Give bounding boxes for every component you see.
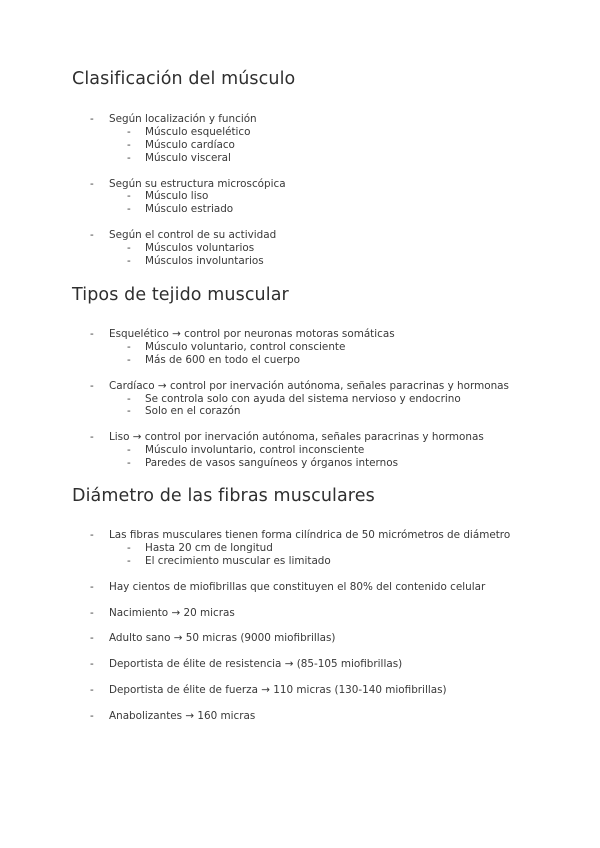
section-list xyxy=(0,328,600,470)
sub-list-item: - Músculo cardíaco xyxy=(127,138,235,151)
bullet-dash: - xyxy=(127,242,131,255)
bullet-dash: - xyxy=(90,177,94,190)
bullet-dash: - xyxy=(90,580,94,593)
bullet-dash: - xyxy=(90,113,94,125)
list-group xyxy=(0,178,600,217)
bullet-dash: - xyxy=(127,340,131,353)
bullet-dash: - xyxy=(127,190,131,203)
sub-list-item: - Hasta 20 cm de longitud xyxy=(127,541,273,554)
list-item: - Según el control de su actividad xyxy=(90,229,277,242)
list-item: - Esquelético → control por neuronas motoras somáticas xyxy=(90,328,395,340)
section-title: Diámetro de las fibras musculares xyxy=(72,486,375,506)
list-group xyxy=(0,328,600,367)
bullet-dash: - xyxy=(127,151,131,164)
bullet-dash: - xyxy=(127,405,131,418)
bullet-dash: - xyxy=(127,125,131,138)
bullet-dash: - xyxy=(127,138,131,151)
list-item: - Hay cientos de miofibrillas que constituyen el 80% del contenido celular xyxy=(90,580,486,593)
bullet-dash: - xyxy=(90,710,94,723)
section-title: Clasificación del músculo xyxy=(72,69,296,89)
list-group xyxy=(0,113,600,165)
bullet-dash: - xyxy=(127,392,131,405)
list-item: - Liso → control por inervación autónoma, señales paracrinas y hormonas xyxy=(90,431,484,444)
bullet-dash: - xyxy=(90,431,94,444)
section-list xyxy=(0,529,600,723)
bullet-dash: - xyxy=(127,541,131,554)
list-item: - Deportista de élite de resistencia → (85-105 miofibrillas) xyxy=(90,658,403,671)
section-list xyxy=(0,113,600,268)
sub-list-item: - Más de 600 en todo el cuerpo xyxy=(127,353,300,366)
list-item: - Según localización y función xyxy=(90,113,257,125)
bullet-dash: - xyxy=(127,203,131,216)
bullet-dash: - xyxy=(127,444,131,457)
list-item: - Nacimiento → 20 micras xyxy=(90,606,235,619)
bullet-dash: - xyxy=(90,684,94,697)
sub-list-item: - Paredes de vasos sanguíneos y órganos internos xyxy=(127,457,398,470)
bullet-dash: - xyxy=(90,379,94,392)
list-group xyxy=(0,529,600,568)
sub-list-item: - El crecimiento muscular es limitado xyxy=(127,554,331,567)
list-group xyxy=(0,632,600,645)
list-group xyxy=(0,607,600,620)
sub-list-item: - Músculo voluntario, control consciente xyxy=(127,340,346,353)
bullet-dash: - xyxy=(127,554,131,567)
sub-list-item: - Músculo visceral xyxy=(127,151,231,164)
bullet-dash: - xyxy=(127,255,131,268)
list-group xyxy=(0,431,600,470)
list-group xyxy=(0,684,600,697)
list-item: - Según su estructura microscópica xyxy=(90,177,286,190)
bullet-dash: - xyxy=(127,457,131,470)
bullet-dash: - xyxy=(90,606,94,619)
sub-list-item: - Se controla solo con ayuda del sistema nervioso y endocrino xyxy=(127,392,461,405)
list-group xyxy=(0,710,600,723)
list-group xyxy=(0,229,600,268)
list-item: - Cardíaco → control por inervación autónoma, señales paracrinas y hormonas xyxy=(90,379,509,392)
sub-list-item: - Músculo estriado xyxy=(127,203,234,216)
section-title: Tipos de tejido muscular xyxy=(72,285,289,305)
list-group xyxy=(0,380,600,419)
sub-list-item: - Solo en el corazón xyxy=(127,405,241,418)
list-item: - Anabolizantes → 160 micras xyxy=(90,710,256,723)
list-item: - Deportista de élite de fuerza → 110 micras (130-140 miofibrillas) xyxy=(90,684,447,697)
list-group xyxy=(0,581,600,594)
list-item: - Las fibras musculares tienen forma cilíndrica de 50 micrómetros de diámetro xyxy=(90,529,511,541)
sub-list-item: - Músculo liso xyxy=(127,190,209,203)
sub-list-item: - Músculos involuntarios xyxy=(127,255,264,268)
bullet-dash: - xyxy=(90,328,94,340)
bullet-dash: - xyxy=(127,353,131,366)
bullet-dash: - xyxy=(90,229,94,242)
bullet-dash: - xyxy=(90,632,94,645)
sub-list-item: - Músculo involuntario, control inconsciente xyxy=(127,444,365,457)
sub-list-item: - Músculos voluntarios xyxy=(127,242,255,255)
list-group xyxy=(0,658,600,671)
sub-list-item: - Músculo esquelético xyxy=(127,125,251,138)
bullet-dash: - xyxy=(90,658,94,671)
list-item: - Adulto sano → 50 micras (9000 miofibrillas) xyxy=(90,632,336,645)
bullet-dash: - xyxy=(90,529,94,541)
